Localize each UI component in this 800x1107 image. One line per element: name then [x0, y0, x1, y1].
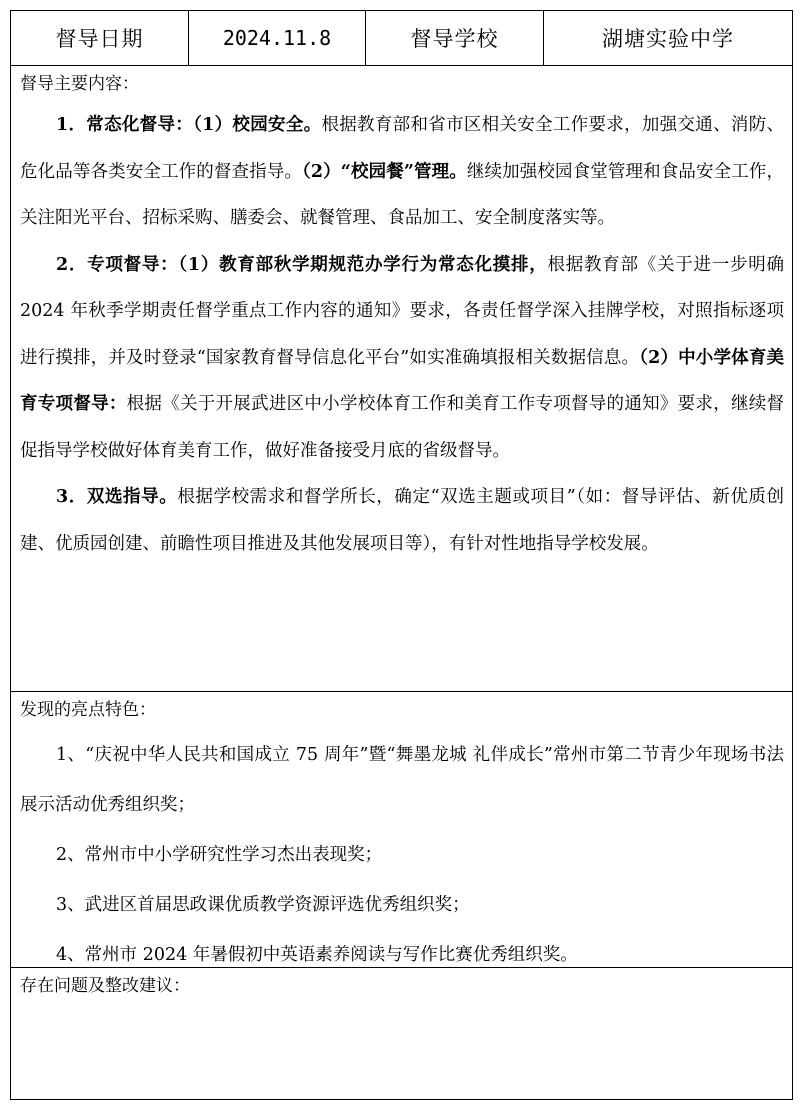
issues-title: 存在问题及整改建议：: [20, 976, 190, 996]
highlights-title: 发现的亮点特色：: [20, 700, 156, 720]
issues-section: [11, 968, 792, 1099]
date-value-cell: [189, 11, 366, 65]
school-value: 湖塘实验中学: [602, 27, 734, 51]
date-value: 2024.11.8: [222, 26, 332, 50]
paragraph-text: 根据《关于开展武进区中小学校体育工作和美育工作专项督导的通知》要求，继续督促指导学校做好体育美育工作，做好准备接受月底的省级督导。: [20, 394, 785, 461]
highlight-item: 2、常州市中小学研究性学习杰出表现奖；: [56, 845, 383, 865]
paragraph-text: 根据学校需求和督学所长，确定“双选主题或项目”（如：督导评估、新优质创建、优质园创建、前瞻性项目推进及其他发展项目等），有针对性地指导学校发展。: [20, 487, 784, 554]
paragraph-bold: 3．双选指导。: [56, 487, 178, 507]
date-label-cell: [11, 11, 189, 65]
dual-selection-paragraph: [11, 474, 792, 567]
header-row: [11, 11, 792, 66]
paragraph-text: 继续加强校园食堂管理和食品安全工作，关注阳光平台、招标采购、膳委会、就餐管理、食品加工、安全制度落实等。: [20, 161, 785, 228]
paragraph-bold: （2）中小学体育美育专项督导：: [20, 347, 784, 414]
main-content-title: 督导主要内容：: [20, 74, 139, 94]
paragraph-bold: 2．专项督导：（1）教育部秋学期规范办学行为常态化摸排，: [56, 254, 548, 275]
school-value-cell: [544, 11, 792, 65]
routine-supervision-paragraph: [11, 102, 792, 242]
highlight-item: 4、常州市 2024 年暑假初中英语素养阅读与写作比赛优秀组织奖。: [56, 945, 578, 965]
paragraph-text: 根据教育部《关于进一步明确 2024 年秋季学期责任督学重点工作内容的通知》要求，各责任督学深入挂牌学校，对照指标逐项进行摸排，并及时登录“国家教育督导信息化平台”如实准确填报相关数据信息。: [20, 254, 784, 368]
paragraph-bold: 1．常态化督导：（1）校园安全。: [56, 115, 322, 135]
paragraph-text: 根据教育部和省市区相关安全工作要求，加强交通、消防、危化品等各类安全工作的督查指导。: [20, 115, 784, 182]
school-label-cell: [366, 11, 544, 65]
highlights-section: [11, 692, 792, 968]
main-content-section: [11, 66, 792, 692]
highlight-item: 3、武进区首届思政课优质教学资源评选优秀组织奖；: [56, 895, 470, 915]
highlight-item: 1、“庆祝中华人民共和国成立 75 周年”暨“舞墨龙城 礼伴成长”常州市第二节青少年现场书法展示活动优秀组织奖；: [20, 745, 784, 815]
special-supervision-paragraph: [11, 242, 792, 475]
paragraph-bold: （2）“校园餐”管理。: [301, 161, 467, 182]
supervision-form: [10, 10, 793, 1100]
school-label: 督导学校: [410, 27, 499, 51]
date-label: 督导日期: [55, 27, 144, 51]
